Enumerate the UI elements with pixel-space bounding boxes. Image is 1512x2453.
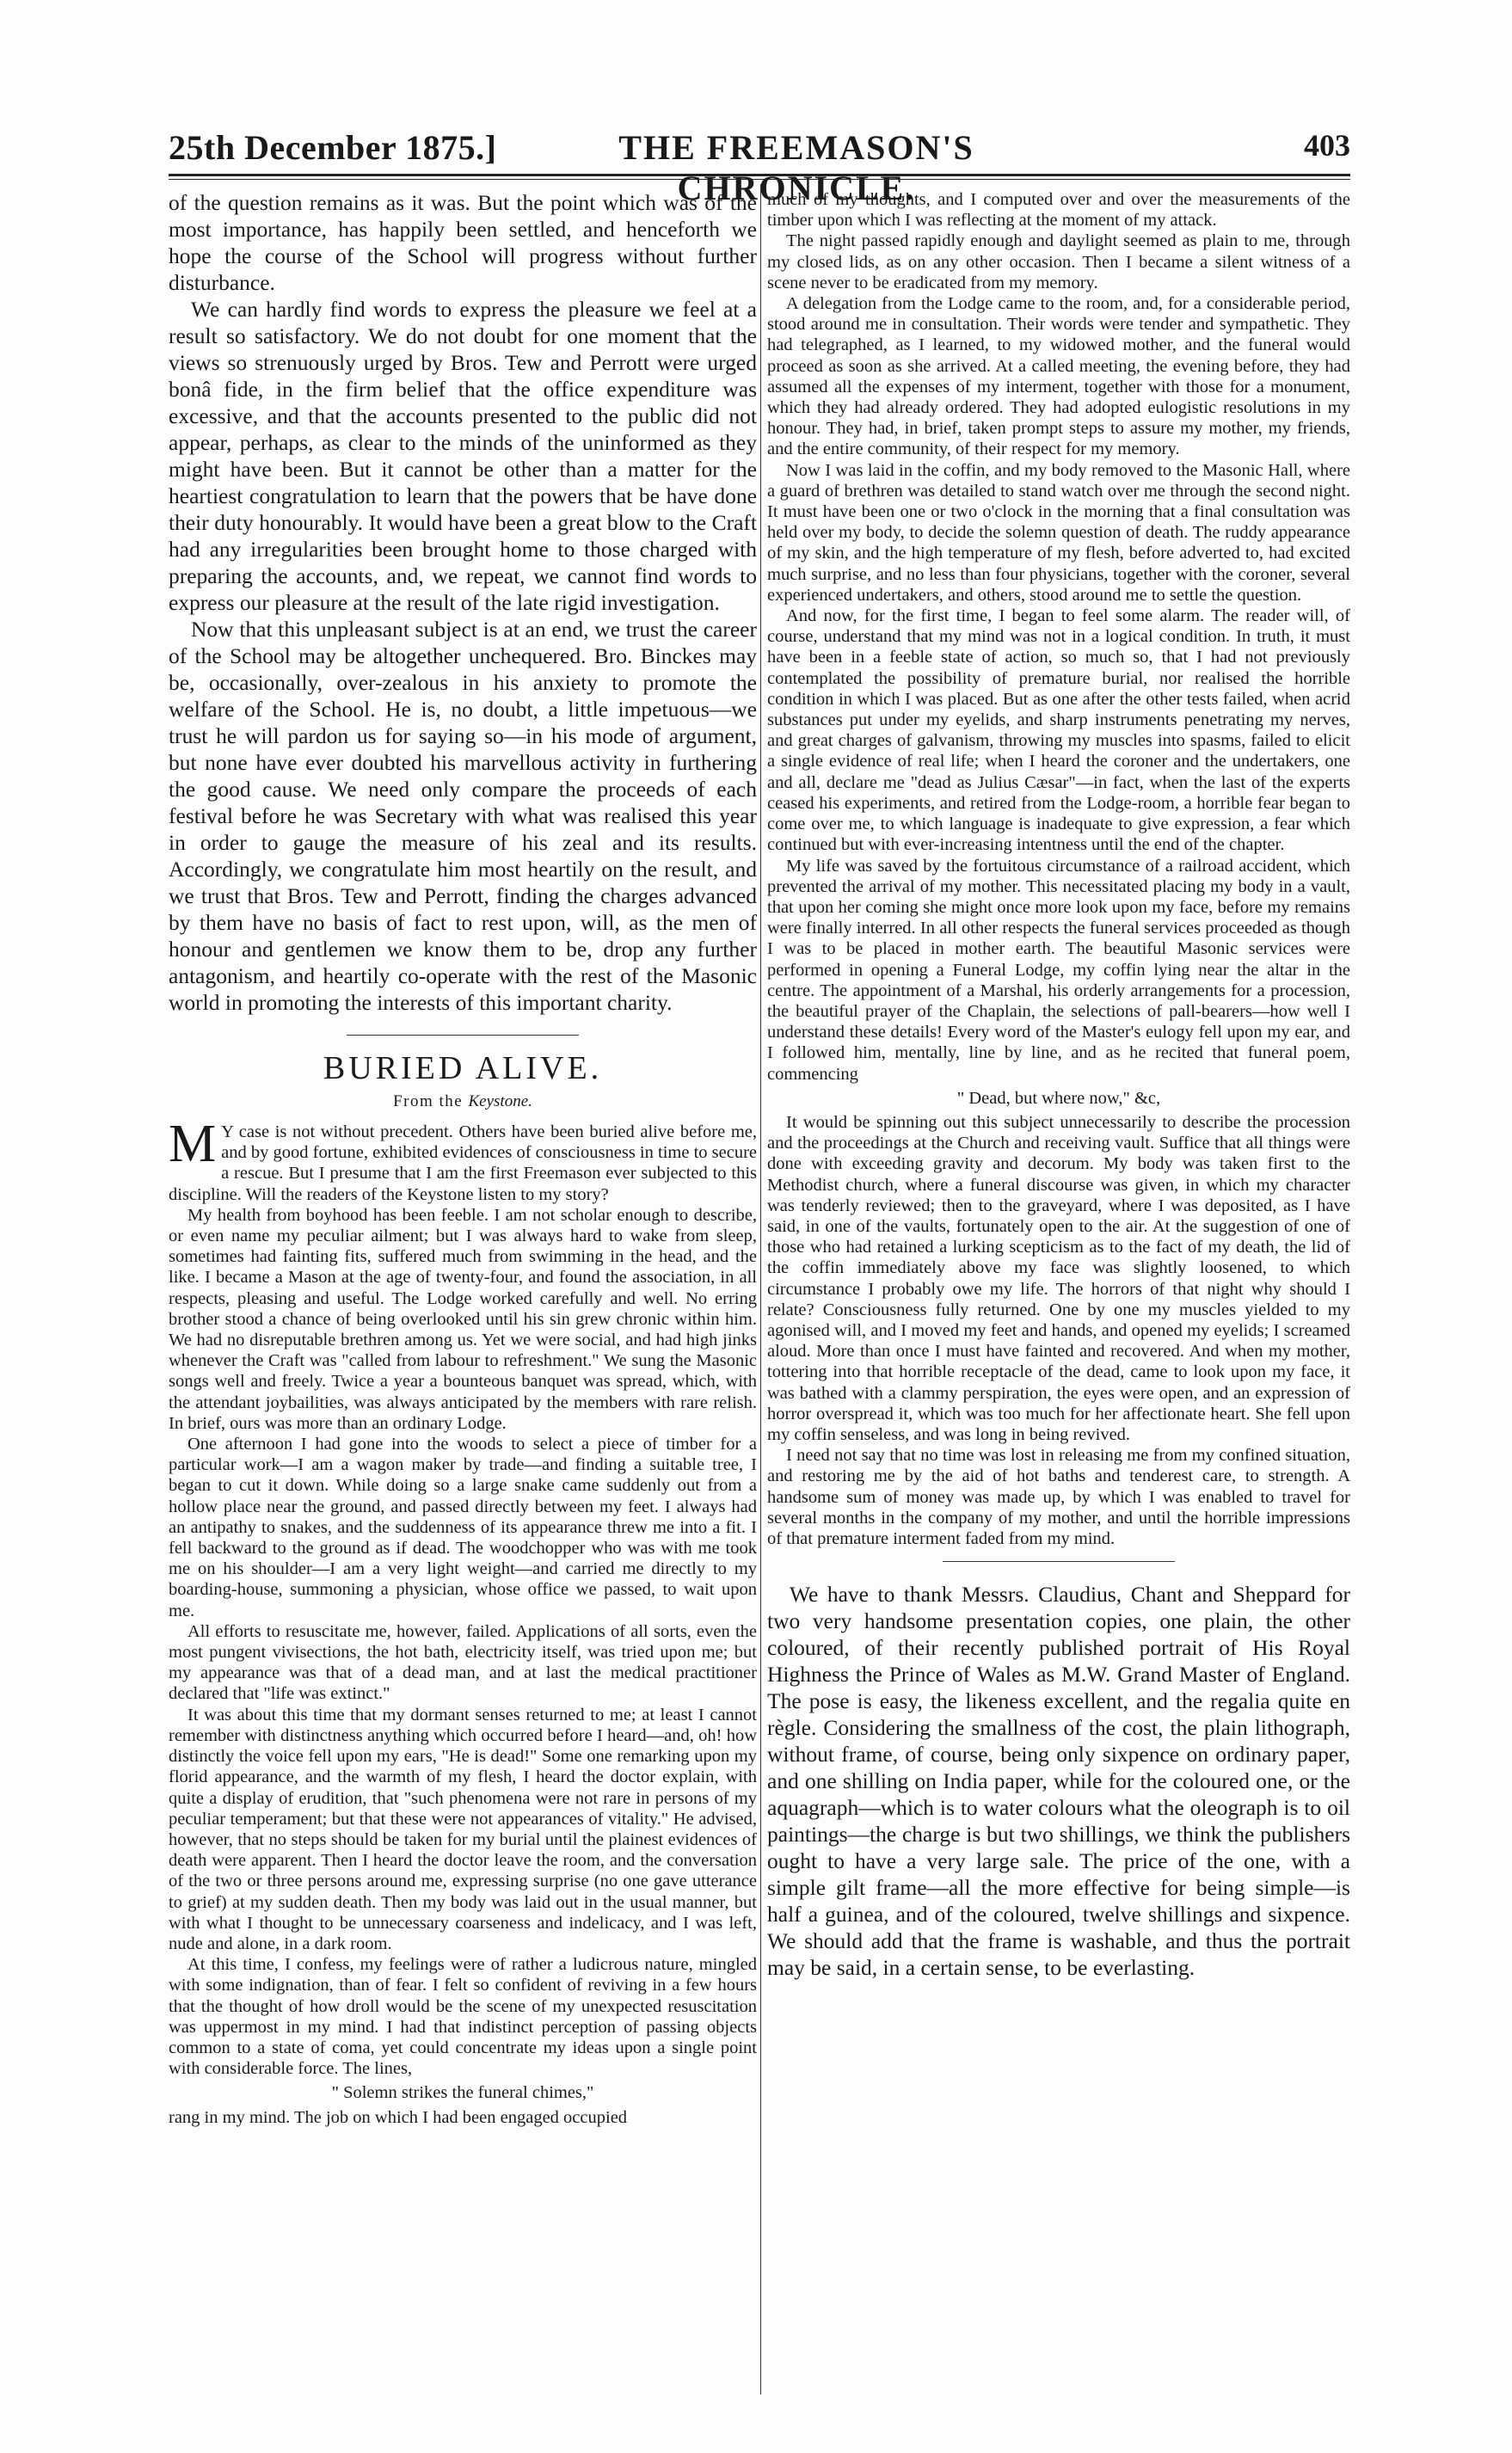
article-paragraph: It was about this time that my dormant senses returned to me; at least I cannot remember with distinctness anything which occurred before I heard—and, oh! how distinctly the voice fell upon my ears, "He is dead!" Some one remarking upon my florid appearance, and the warmth of my flesh, I heard the doctor explain, with quite a display of erudition, that "such phenomena were not rare in persons of my peculiar temperament; but that these were not appearances of vitality." He advised, however, that no steps should be taken for my burial until the plainest evidences of death were apparent. Then I heard the doctor leave the room, and the conversation of the two or three persons around me, expressing surprise (no one gave utterance to grief) at my sudden death. Then my body was laid out in the usual manner, but with what I thought to be unnecessary coarseness and indelicacy, and I was left, nude and alone, in a dark room. [169, 1705, 757, 1953]
drop-cap: M [169, 1115, 217, 1173]
article-paragraph: much of my thoughts, and I computed over and over the measurements of the timber upon which I was reflecting at the moment of my attack. [767, 190, 1350, 231]
article-paragraph: And now, for the first time, I began to feel some alarm. The reader will, of course, understand that my mind was not in a logical condition. In truth, it must have been in a feeble state of action, so much so, that I had not previously contemplated the possibility of premature burial, nor realised the horrible condition in which I was placed. But as one after the other tests failed, when acrid substances put under my eyelids, and sharp instruments penetrating my nerves, and great charges of galvanism, throwing my muscles into spasms, failed to elicit a single evidence of real life; when I heard the coroner and the undertakers, one and all, declare me "dead as Julius Cæsar"—in fact, when the last of the experts ceased his experiments, and retired from the Lodge-room, a horrible fear began to come over me, to which language is inadequate to give expression, a fear which continued but with ever-increasing intentness until the end of the chapter. [767, 606, 1350, 855]
editorial-paragraph: Now that this unpleasant subject is at an end, we trust the career of the School may be altogether unchequered. Bro. Binckes may be, occasionally, over-zealous in his anxiety to promote the welfare of the School. He is, no doubt, a little impetuous—we trust he will pardon us for saying so—in his mode of argument, but none have ever doubted his marvellous activity in furthering the good cause. We need only compare the proceeds of each festival before he was Secretary with what was realised this year in order to gauge the measure of his zeal and its results. Accordingly, we congratulate him most heartily on the result, and we trust that Bros. Tew and Perrott, finding the charges advanced by them have no basis of fact to rest upon, will, as the men of honour and gentlemen we know them to be, drop any further antagonism, and heartily co-operate with the rest of the Masonic world in promoting the interests of this important charity. [169, 617, 757, 1015]
page-number: 403 [1304, 128, 1350, 163]
article-paragraph: The night passed rapidly enough and daylight seemed as plain to me, through my closed lids, as on any other occasion. Then I became a silent witness of a scene never to be eradicated from my memory. [767, 231, 1350, 292]
right-column [767, 189, 1350, 2391]
article-paragraph: My health from boyhood has been feeble. I am not scholar enough to describe, or even name my peculiar ailment; but I was always hard to wake from sleep, sometimes had fainting fits, suffered much from swimming in the head, and the like. I became a Mason at the age of twenty-four, and found the association, in all respects, pleasing and useful. The Lodge worked carefully and well. No erring brother stood a chance of being overlooked until his sin grew chronic within him. We had no disreputable brethren among us. Yet we were social, and had high jinks whenever the Craft was "called from labour to refreshment." We sung the Masonic songs well and freely. Twice a year a bounteous banquet was spread, which, with the attendant joybailities, was always anticipated by the members with rare relish. In brief, ours was more than an ordinary Lodge. [169, 1205, 757, 1433]
article-text-left [169, 1115, 757, 2128]
poem-quote: " Dead, but where now," &c, [956, 1088, 1161, 1108]
article-opening: Y case is not without precedent. Others have been buried alive before me, and by good fortune, exhibited evidences of consciousness in time to secure a rescue. But I presume that I am the first Freemason ever subjected to this discipline. Will the readers of the Keystone listen to my story? [169, 1122, 757, 1204]
article-paragraph: I need not say that no time was lost in releasing me from my confined situation, and restoring me by the aid of hot baths and tenderest care, to strength. A handsome sum of money was made up, by which I was enabled to travel for several months in the company of my mother, and until the horrible impressions of that premature interment faded from my mind. [767, 1446, 1350, 1548]
article-byline [169, 1092, 757, 1111]
section-separator [943, 1561, 1175, 1562]
article-text-right [767, 189, 1350, 1549]
article-paragraph: One afternoon I had gone into the woods to select a piece of timber for a particular work—I am a wagon maker by trade—and finding a suitable tree, I began to cut it down. While doing so a large snake came suddenly out from a hollow place near the ground, and passed directly between my feet. I always had an antipathy to snakes, and the suddenness of its appearance threw me into a fit. I fell backward to the ground as if dead. The woodchopper who was with me took me on his shoulder—I am a very light weight—and carried me directly to my boarding-house, summoning a physician, whose office we passed, to wait upon me. [169, 1435, 757, 1620]
article-paragraph: All efforts to resuscitate me, however, failed. Applications of all sorts, even the most pungent vivisections, the hot bath, electricity itself, was tried upon me; but my appearance was that of a dead man, and at last the medical practitioner declared that "life was extinct." [169, 1621, 757, 1704]
article-paragraph: rang in my mind. The job on which I had been engaged occupied [169, 2107, 628, 2127]
issue-date: 25th December 1875.] [169, 128, 497, 167]
portrait-notice [767, 1581, 1350, 1981]
article-paragraph: It would be spinning out this subject unnecessarily to describe the procession and the proceedings at the Church and receiving vault. Suffice that all things were done with exceeding gravity and decorum. My body was taken first to the Methodist church, where a funeral discourse was given, in which my character was tenderly reviewed; then to the graveyard, where I was deposited, as I have said, in one of the vaults, fortunately open to the air. At the suggestion of one of those who had retained a lurking scepticism as to the fact of my death, the lid of the coffin immediately above my face was slightly loosened, to which circumstance I probably owe my life. The horrors of that night why should I relate? Consciousness fully returned. One by one my muscles yielded to my agonised will, and I moved my feet and hands, and opened my eyelids; I screamed aloud. More than once I must have fainted and recovered. And when my mother, tottering into that horrible receptacle of the dead, came to look upon my face, it was bathed with a clammy perspiration, the eyes were open, and an expression of horror overspread it, which was too much for her affectionate heart. She fell upon my coffin senseless, and was long in being revived. [767, 1112, 1350, 1444]
editorial-paragraph: We can hardly find words to express the pleasure we feel at a result so satisfactory. We do not doubt for one moment that the views so strenuously urged by Bros. Tew and Perrott were urged bonâ fide, in the firm belief that the office expenditure was excessive, and that the accounts presented to the public did not appear, perhaps, as clear to the minds of the uninformed as they might have been. But it cannot be other than a matter for the heartiest congratulation to learn that the powers that be have done their duty honourably. It would have been a great blow to the Craft had any irregularities been brought home to those charged with preparing the accounts, and, we repeat, we cannot find words to express our pleasure at the result of the late rigid investigation. [169, 297, 757, 615]
byline-from: From the [393, 1092, 464, 1110]
article-paragraph: At this time, I confess, my feelings were of rather a ludicrous nature, mingled with some indignation, than of fear. I felt so confident of reviving in a few hours that the thought of how droll would be the scene of my unexpected resuscitation was uppermost in my mind. I had that indistinct perception of passing objects common to a state of coma, yet could concentrate my ideas upon a single point with considerable force. The lines, [169, 1955, 757, 2079]
column-divider [760, 184, 761, 2395]
section-separator [347, 1035, 579, 1036]
poem-quote: " Solemn strikes the funeral chimes," [331, 2083, 594, 2103]
publication-title: THE FREEMASON'S CHRONICLE. [618, 128, 974, 207]
byline-source: Keystone. [468, 1092, 532, 1110]
masthead [169, 127, 1350, 207]
left-column [169, 189, 757, 2391]
article-paragraph [169, 1115, 757, 1205]
article-paragraph: A delegation from the Lodge came to the room, and, for a considerable period, stood around me in consultation. Their words were tender and sympathetic. They had telegraphed, as I learned, to my widowed mother, and the funeral would proceed as soon as she arrived. At a called meeting, the evening before, they had assumed all the expenses of my interment, together with those for a monument, which they had already ordered. They had adopted eulogistic resolutions in my honour. They had, in brief, taken prompt steps to assure my mother, my friends, and the entire community, of their respect for my memory. [767, 294, 1350, 459]
header-rule [169, 174, 1350, 180]
editorial-text [169, 189, 757, 1016]
article-paragraph: Now I was laid in the coffin, and my body removed to the Masonic Hall, where a guard of brethren was detailed to stand watch over me through the second night. It must have been one or two o'clock in the morning that a final consultation was held over my body, to decide the solemn question of death. The ruddy appearance of my skin, and the high temperature of my flesh, before adverted to, had excited much surprise, and no less than four physicians, together with the coroner, several experienced undertakers, and others, stood around me to settle the question. [767, 460, 1350, 605]
notice-paragraph: We have to thank Messrs. Claudius, Chant and Sheppard for two very handsome presentation copies, one plain, the other coloured, of their recently published portrait of His Royal Highness the Prince of Wales as M.W. Grand Master of England. The pose is easy, the likeness excellent, and the regalia quite en règle. Considering the smallness of the cost, the plain lithograph, without frame, of course, being only sixpence on ordinary paper, and one shilling on India paper, while for the coloured one, or the aquagraph—which is to water colours what the oleograph is to oil paintings—the charge is but two shillings, we think the publishers ought to have a very large sale. The price of the one, with a simple gilt frame—all the more effective for being simple—is half a guinea, and of the coloured, twelve shillings and sixpence. We should add that the frame is washable, and thus the portrait may be said, in a certain sense, to be everlasting. [767, 1582, 1350, 1981]
editorial-paragraph: of the question remains as it was. But the point which was of the most importance, has happily been settled, and henceforth we hope the course of the School will progress without further disturbance. [169, 190, 757, 295]
article-paragraph: My life was saved by the fortuitous circumstance of a railroad accident, which prevented the arrival of my mother. This necessitated placing my body in a vault, that upon her coming she might once more look upon my face, before my remains were finally interred. In all other respects the funeral services proceeded as though I was to be placed in mother earth. The beautiful Masonic services were performed in opening a Funeral Lodge, my coffin lying near the altar in the centre. The appointment of a Marshal, his orderly arrangements for a procession, the beautiful prayer of the Chaplain, the selections of pall-bearers—how well I understand these details! Every word of the Master's eulogy fell upon my ear, and I followed him, mentally, line by line, and as he recited that funeral poem, commencing [767, 856, 1350, 1084]
article-title: BURIED ALIVE. [323, 1050, 603, 1086]
